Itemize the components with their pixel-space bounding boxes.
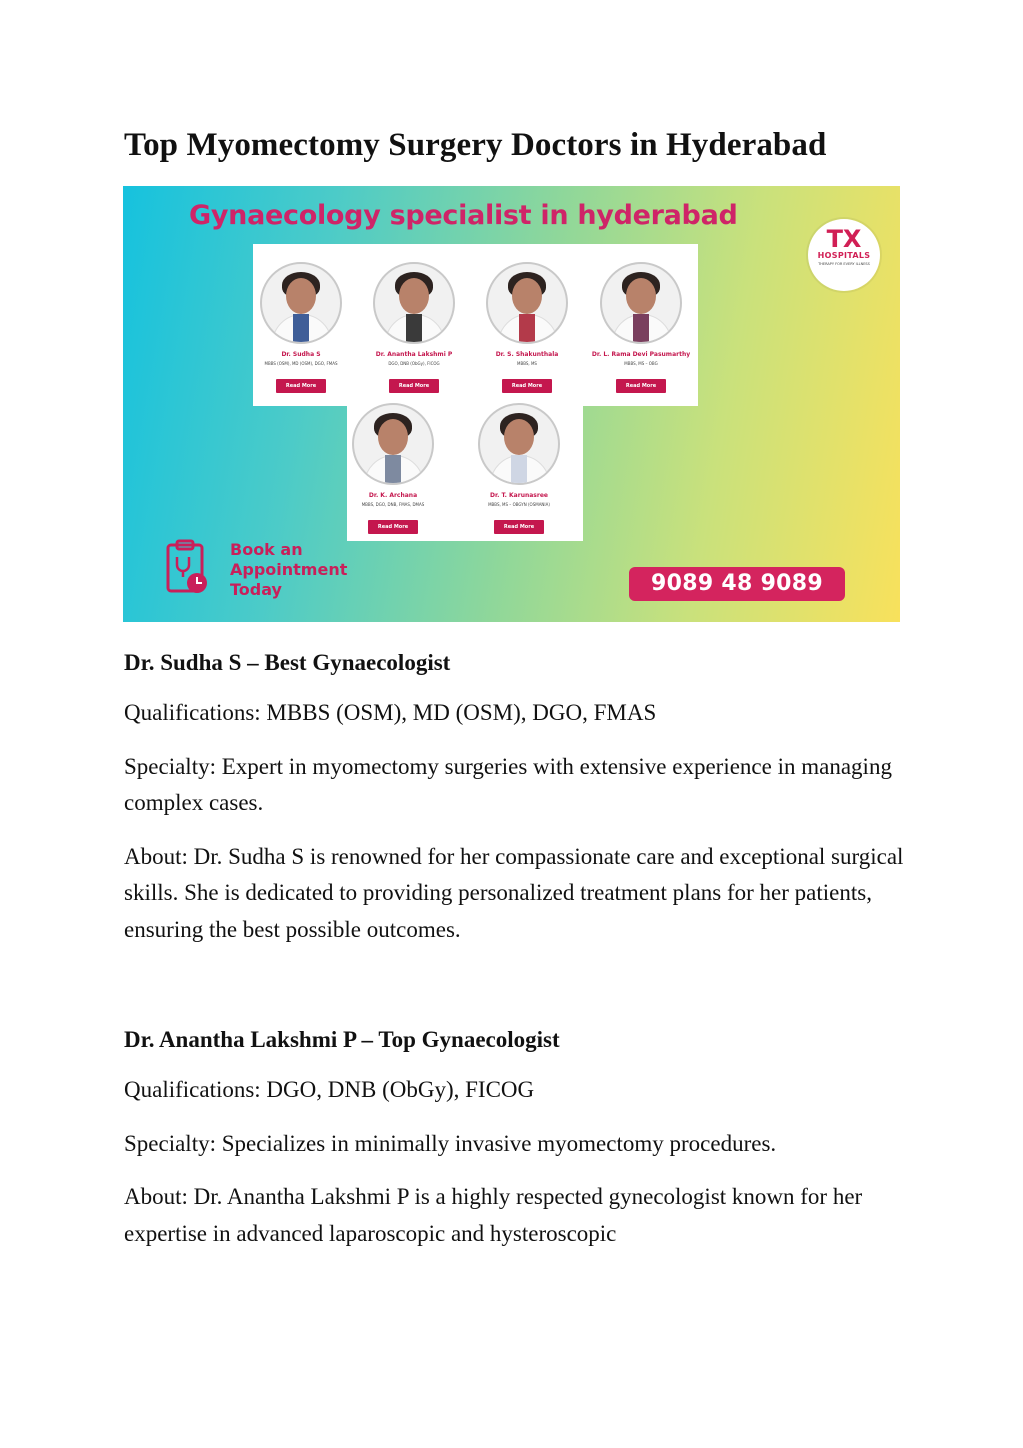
doctor-photo bbox=[373, 262, 455, 344]
doctor-qualifications: DGO, DNB (ObGy), FICOG bbox=[388, 361, 440, 366]
doctor-photo bbox=[600, 262, 682, 344]
doctor-card bbox=[358, 262, 470, 393]
read-more-button[interactable]: Read More bbox=[502, 379, 552, 393]
doctor-name: Dr. T. Karunasree bbox=[490, 492, 548, 499]
doctor-photo bbox=[352, 403, 434, 485]
doctor-card bbox=[245, 262, 357, 393]
hospital-logo bbox=[808, 219, 880, 291]
phone-number[interactable]: 9089 48 9089 bbox=[629, 567, 845, 601]
book-appointment[interactable] bbox=[165, 536, 365, 608]
banner-heading: Gynaecology specialist in hyderabad bbox=[189, 200, 738, 231]
book-line-2: Appointment bbox=[230, 560, 348, 579]
logo-mark: TX bbox=[826, 225, 862, 253]
read-more-button[interactable]: Read More bbox=[389, 379, 439, 393]
doctor-name: Dr. Sudha S bbox=[281, 351, 321, 358]
doctor-name: Dr. Anantha Lakshmi P bbox=[375, 351, 453, 358]
doctor-card bbox=[585, 262, 697, 393]
read-more-button[interactable]: Read More bbox=[494, 520, 544, 534]
doctor-name: Dr. K. Archana bbox=[368, 492, 418, 499]
doctor-qualifications: MBBS (OSM), MD (OSM), DGO, FMAS bbox=[264, 361, 338, 366]
book-line-1: Book an bbox=[230, 540, 303, 559]
clipboard-stethoscope-icon bbox=[165, 539, 209, 597]
read-more-button[interactable]: Read More bbox=[616, 379, 666, 393]
section-heading: Dr. Sudha S – Best Gynaecologist bbox=[124, 650, 451, 675]
doctor-card bbox=[463, 403, 575, 534]
section-qualifications: Qualifications: DGO, DNB (ObGy), FICOG bbox=[124, 1077, 535, 1102]
doctor-photo bbox=[486, 262, 568, 344]
book-line-3: Today bbox=[230, 580, 282, 599]
doctor-name: Dr. L. Rama Devi Pasumarthy bbox=[591, 351, 691, 358]
doctor-photo bbox=[478, 403, 560, 485]
banner-image bbox=[123, 186, 900, 622]
doctor-card bbox=[471, 262, 583, 393]
doctor-name: Dr. S. Shakunthala bbox=[495, 351, 559, 358]
doctor-qualifications: MBBS, MS – OBGYN (OSMANIA) bbox=[488, 502, 550, 507]
section-specialty: Specialty: Specializes in minimally invasive myomectomy procedures. bbox=[124, 1130, 777, 1156]
read-more-button[interactable]: Read More bbox=[276, 379, 326, 393]
doctor-qualifications: MBBS, DGO, DNB, FMAS, DMAS bbox=[361, 502, 425, 507]
doctor-qualifications: MBBS, MS bbox=[517, 361, 537, 366]
section-about: About: Dr. Sudha S is renowned for her compassionate care and exceptional surgical skills. She is dedicated to providing personalized treatment plans for her patients, ensuring the best possible outcomes. bbox=[124, 843, 904, 942]
section-qualifications: Qualifications: MBBS (OSM), MD (OSM), DGO, FMAS bbox=[124, 700, 657, 725]
doctor-section-sudha bbox=[124, 649, 904, 948]
doctor-section-anantha bbox=[124, 1026, 904, 1252]
doctor-photo bbox=[260, 262, 342, 344]
doctor-card bbox=[337, 403, 449, 534]
logo-name: HOSPITALS bbox=[817, 251, 871, 260]
logo-tagline: THERAPY FOR EVERY ILLNESS bbox=[818, 262, 870, 266]
section-specialty: Specialty: Expert in myomectomy surgeries with extensive experience in managing complex cases. bbox=[124, 753, 892, 815]
section-about: About: Dr. Anantha Lakshmi P is a highly respected gynecologist known for her expertise in advanced laparoscopic and hysteroscopic bbox=[124, 1184, 863, 1246]
doctor-qualifications: MBBS, MS – OBG bbox=[624, 361, 658, 366]
section-heading: Dr. Anantha Lakshmi P – Top Gynaecologist bbox=[124, 1027, 560, 1052]
read-more-button[interactable]: Read More bbox=[368, 520, 418, 534]
page-title: Top Myomectomy Surgery Doctors in Hyderabad bbox=[124, 127, 827, 163]
